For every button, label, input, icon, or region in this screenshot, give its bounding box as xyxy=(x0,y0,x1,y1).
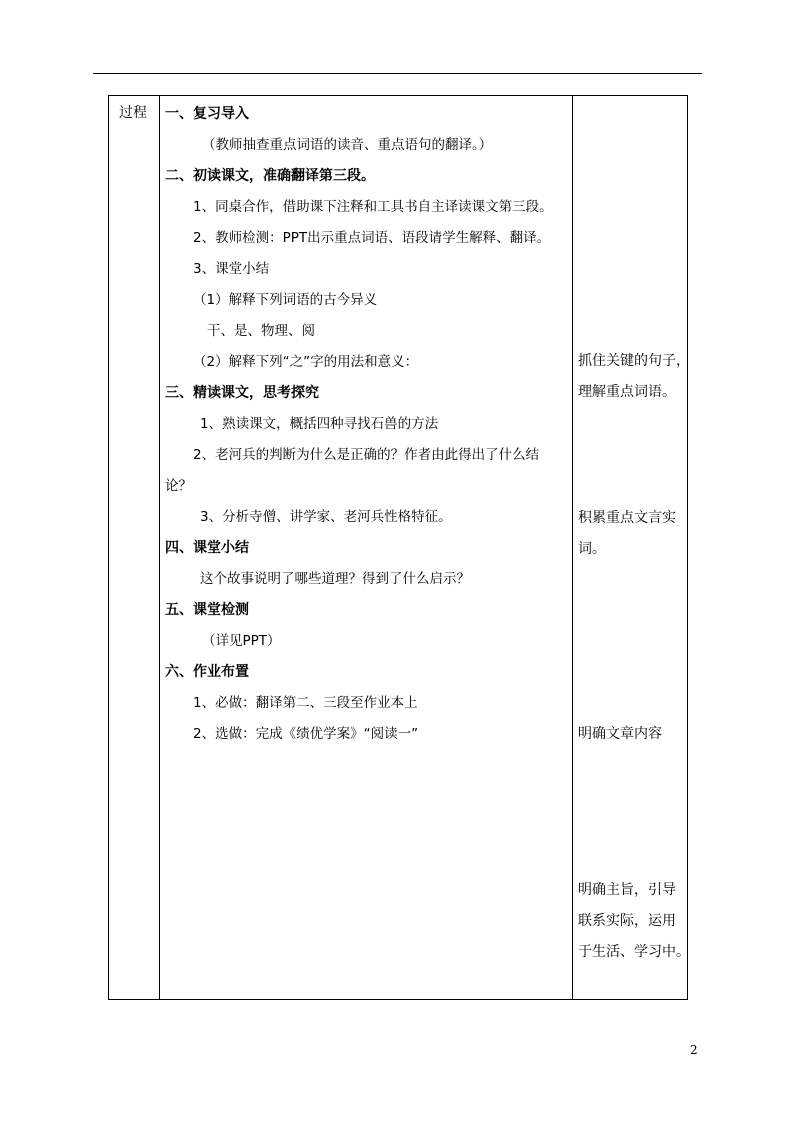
content-line: 干、是、物理、阅 xyxy=(207,323,315,339)
teaching-note: 词。 xyxy=(578,541,606,557)
content-line: 2、选做：完成《绩优学案》“阅读一” xyxy=(193,726,419,742)
teaching-note: 联系实际，运用 xyxy=(578,913,676,929)
content-line: 3、课堂小结 xyxy=(193,261,270,277)
page-number: 2 xyxy=(690,1043,698,1057)
section-heading: 五、课堂检测 xyxy=(165,602,249,618)
content-line: 2、老河兵的判断为什么是正确的？作者由此得出了什么结 xyxy=(193,447,540,463)
content-line: 1、熟读课文，概括四种寻找石兽的方法 xyxy=(200,416,439,432)
teaching-note: 明确文章内容 xyxy=(578,726,662,742)
content-line: 1、同桌合作，借助课下注释和工具书自主译读课文第三段。 xyxy=(193,199,553,215)
column-divider xyxy=(572,96,573,999)
section-heading: 三、精读课文，思考探究 xyxy=(165,385,319,401)
content-line: （2）解释下列“之”字的用法和意义： xyxy=(193,354,419,370)
teaching-note: 于生活、学习中。 xyxy=(578,944,690,960)
stage-label: 过程 xyxy=(119,105,147,121)
content-line: （1）解释下列词语的古今异义 xyxy=(193,292,378,308)
teaching-note: 明确主旨，引导 xyxy=(578,882,676,898)
section-heading: 六、作业布置 xyxy=(165,664,249,680)
content-line: 1、必做：翻译第二、三段至作业本上 xyxy=(193,695,418,711)
section-heading: 二、初读课文，准确翻译第三段。 xyxy=(165,168,375,184)
content-line: 3、分析寺僧、讲学家、老河兵性格特征。 xyxy=(200,509,452,525)
lesson-table xyxy=(108,95,688,1000)
section-heading: 一、复习导入 xyxy=(165,106,249,122)
content-line: （详见PPT） xyxy=(202,633,281,649)
teaching-note: 抓住关键的句子， xyxy=(578,353,690,369)
section-heading: 四、课堂小结 xyxy=(165,540,249,556)
content-line: 论？ xyxy=(165,478,192,494)
content-line: （教师抽查重点词语的读音、重点语句的翻译。） xyxy=(202,137,493,153)
header-rule xyxy=(93,73,702,74)
teaching-note: 积累重点文言实 xyxy=(578,510,676,526)
column-divider xyxy=(159,96,160,999)
teaching-note: 理解重点词语。 xyxy=(578,384,676,400)
content-line: 这个故事说明了哪些道理？得到了什么启示？ xyxy=(200,571,470,587)
content-line: 2、教师检测：PPT出示重点词语、语段请学生解释、翻译。 xyxy=(193,230,551,246)
